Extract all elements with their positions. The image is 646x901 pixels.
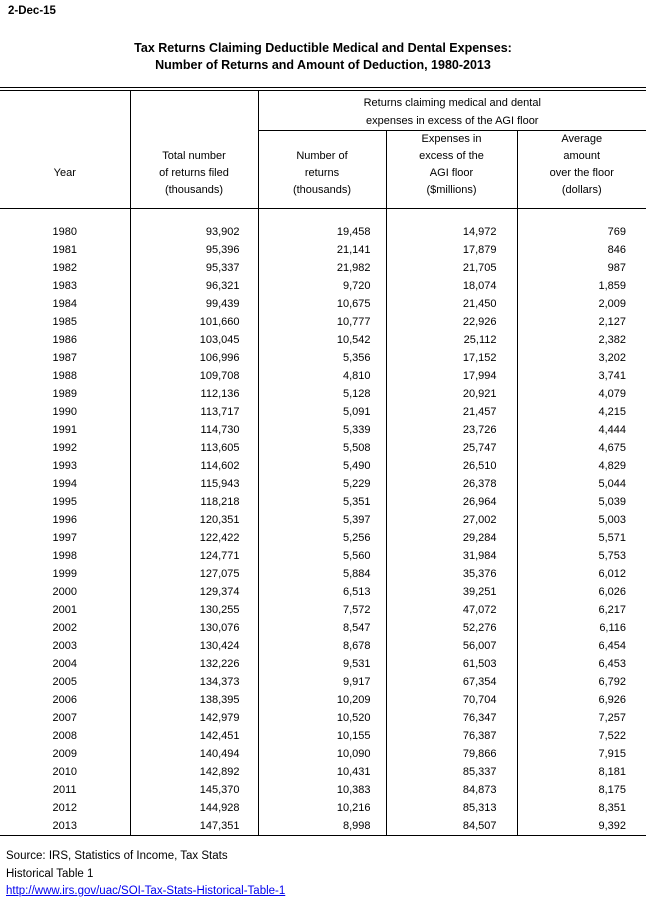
value-cell: 7,257: [517, 709, 646, 727]
year-cell: 1997: [52, 531, 77, 544]
value-cell: 10,383: [258, 781, 386, 799]
value-cell: 10,431: [258, 763, 386, 781]
header-line: Expenses in: [421, 133, 482, 145]
header-line: amount: [563, 150, 601, 162]
table-row: [0, 583, 646, 601]
header-line: (thousands): [292, 184, 352, 196]
year-cell: 2000: [52, 585, 77, 598]
value-cell: 103,045: [130, 331, 258, 349]
value-cell: 8,998: [258, 817, 386, 836]
value-cell: 5,039: [517, 493, 646, 511]
year-cell: 2002: [52, 621, 77, 634]
header-line: Year: [53, 167, 76, 179]
table-row: [0, 493, 646, 511]
source-link[interactable]: http://www.irs.gov/uac/SOI-Tax-Stats-Historical-Table-1: [6, 885, 286, 897]
year-cell: 2010: [52, 765, 77, 778]
year-cell: 1987: [52, 351, 77, 364]
value-cell: 142,979: [130, 709, 258, 727]
value-cell: 5,044: [517, 475, 646, 493]
value-cell: 2,382: [517, 331, 646, 349]
table-row: [0, 223, 646, 241]
year-cell: 1986: [52, 333, 77, 346]
value-cell: 127,075: [130, 565, 258, 583]
title-line-2: Number of Returns and Amount of Deduction, 1980-2013: [155, 58, 491, 72]
value-cell: 5,229: [258, 475, 386, 493]
table-row: [0, 565, 646, 583]
value-cell: 95,337: [130, 259, 258, 277]
table-row: [0, 655, 646, 673]
value-cell: 5,560: [258, 547, 386, 565]
value-cell: 1,859: [517, 277, 646, 295]
table-row: [0, 763, 646, 781]
table-row: [0, 349, 646, 367]
value-cell: 26,964: [386, 493, 517, 511]
value-cell: 147,351: [130, 817, 258, 836]
page-title: [0, 40, 646, 74]
column-header-number-of-returns: [258, 131, 386, 209]
value-cell: 79,866: [386, 745, 517, 763]
value-cell: 5,753: [517, 547, 646, 565]
value-cell: 8,351: [517, 799, 646, 817]
table-row: [0, 277, 646, 295]
value-cell: 9,720: [258, 277, 386, 295]
table-header: [0, 89, 646, 209]
year-cell: 2011: [52, 783, 77, 796]
value-cell: 4,829: [517, 457, 646, 475]
column-header-total-returns-filed: [130, 89, 258, 209]
value-cell: 25,747: [386, 439, 517, 457]
value-cell: 7,915: [517, 745, 646, 763]
year-cell: 1990: [52, 405, 77, 418]
medical-dental-expenses-table: [0, 87, 646, 836]
table-row: [0, 295, 646, 313]
table-body: [0, 209, 646, 836]
spacer-cell: [386, 209, 517, 223]
spacer-cell: [517, 209, 646, 223]
value-cell: 39,251: [386, 583, 517, 601]
year-cell: 2004: [52, 657, 77, 670]
value-cell: 144,928: [130, 799, 258, 817]
year-cell: 2012: [52, 801, 77, 814]
year-cell: 2003: [52, 639, 77, 652]
year-cell: 1984: [52, 297, 77, 310]
value-cell: 56,007: [386, 637, 517, 655]
table-row: [0, 385, 646, 403]
value-cell: 26,510: [386, 457, 517, 475]
value-cell: 4,079: [517, 385, 646, 403]
table-row: [0, 331, 646, 349]
value-cell: 18,074: [386, 277, 517, 295]
year-cell: 1994: [52, 477, 77, 490]
value-cell: 5,351: [258, 493, 386, 511]
year-cell: 1989: [52, 387, 77, 400]
column-header-expenses-in-excess: [386, 131, 517, 209]
value-cell: 26,378: [386, 475, 517, 493]
table-row: [0, 637, 646, 655]
year-cell: 2001: [52, 603, 77, 616]
value-cell: 132,226: [130, 655, 258, 673]
table-row: [0, 367, 646, 385]
value-cell: 134,373: [130, 673, 258, 691]
table-row: [0, 601, 646, 619]
value-cell: 25,112: [386, 331, 517, 349]
value-cell: 10,777: [258, 313, 386, 331]
year-cell: 1996: [52, 513, 77, 526]
value-cell: 96,321: [130, 277, 258, 295]
value-cell: 4,810: [258, 367, 386, 385]
value-cell: 6,926: [517, 691, 646, 709]
value-cell: 21,457: [386, 403, 517, 421]
value-cell: 9,917: [258, 673, 386, 691]
value-cell: 67,354: [386, 673, 517, 691]
value-cell: 5,397: [258, 511, 386, 529]
value-cell: 7,572: [258, 601, 386, 619]
table-row: [0, 259, 646, 277]
header-line: expenses in excess of the AGI floor: [366, 115, 539, 127]
header-line: Total number: [162, 150, 226, 162]
value-cell: 85,313: [386, 799, 517, 817]
table-row: [0, 511, 646, 529]
table-row: [0, 421, 646, 439]
year-cell: 1983: [52, 279, 77, 292]
value-cell: 112,136: [130, 385, 258, 403]
spacer-row: [0, 209, 646, 223]
value-cell: 5,508: [258, 439, 386, 457]
value-cell: 10,520: [258, 709, 386, 727]
value-cell: 2,127: [517, 313, 646, 331]
value-cell: 70,704: [386, 691, 517, 709]
column-group-header-returns-claiming: [258, 89, 646, 131]
value-cell: 31,984: [386, 547, 517, 565]
table-reference: Historical Table 1: [6, 867, 94, 880]
table-row: [0, 547, 646, 565]
value-cell: 14,972: [386, 223, 517, 241]
value-cell: 6,012: [517, 565, 646, 583]
value-cell: 21,705: [386, 259, 517, 277]
value-cell: 9,531: [258, 655, 386, 673]
value-cell: 27,002: [386, 511, 517, 529]
value-cell: 6,026: [517, 583, 646, 601]
year-cell: 2009: [52, 747, 77, 760]
value-cell: 3,741: [517, 367, 646, 385]
table-row: [0, 727, 646, 745]
value-cell: 6,454: [517, 637, 646, 655]
year-cell: 1985: [52, 315, 77, 328]
table-row: [0, 781, 646, 799]
value-cell: 5,356: [258, 349, 386, 367]
value-cell: 5,571: [517, 529, 646, 547]
value-cell: 21,982: [258, 259, 386, 277]
value-cell: 124,771: [130, 547, 258, 565]
title-line-1: Tax Returns Claiming Deductible Medical and Dental Expenses:: [134, 41, 512, 55]
value-cell: 142,451: [130, 727, 258, 745]
value-cell: 5,003: [517, 511, 646, 529]
value-cell: 115,943: [130, 475, 258, 493]
year-cell: 2013: [52, 819, 77, 832]
value-cell: 61,503: [386, 655, 517, 673]
date-label: 2-Dec-15: [8, 5, 56, 17]
value-cell: 114,602: [130, 457, 258, 475]
value-cell: 52,276: [386, 619, 517, 637]
header-line: Returns claiming medical and dental: [363, 97, 541, 109]
table-row: [0, 457, 646, 475]
value-cell: 5,490: [258, 457, 386, 475]
value-cell: 5,128: [258, 385, 386, 403]
header-line: excess of the: [419, 150, 484, 162]
value-cell: 5,091: [258, 403, 386, 421]
year-cell: 1993: [52, 459, 77, 472]
header-line: over the floor: [549, 167, 614, 179]
value-cell: 109,708: [130, 367, 258, 385]
value-cell: 114,730: [130, 421, 258, 439]
header-line: AGI floor: [429, 167, 474, 179]
value-cell: 17,152: [386, 349, 517, 367]
year-cell: 1998: [52, 549, 77, 562]
value-cell: 8,678: [258, 637, 386, 655]
value-cell: 35,376: [386, 565, 517, 583]
value-cell: 10,209: [258, 691, 386, 709]
value-cell: 4,215: [517, 403, 646, 421]
value-cell: 4,675: [517, 439, 646, 457]
table-row: [0, 673, 646, 691]
header-line: (dollars): [561, 184, 602, 196]
value-cell: 20,921: [386, 385, 517, 403]
table-row: [0, 709, 646, 727]
header-line: Number of: [296, 150, 348, 162]
value-cell: 130,424: [130, 637, 258, 655]
value-cell: 3,202: [517, 349, 646, 367]
year-cell: 2007: [52, 711, 77, 724]
value-cell: 10,155: [258, 727, 386, 745]
value-cell: 5,256: [258, 529, 386, 547]
table-row: [0, 439, 646, 457]
table-row: [0, 313, 646, 331]
value-cell: 76,347: [386, 709, 517, 727]
value-cell: 10,090: [258, 745, 386, 763]
value-cell: 9,392: [517, 817, 646, 836]
year-cell: 1988: [52, 369, 77, 382]
header-line: Average: [561, 133, 603, 145]
year-cell: 2006: [52, 693, 77, 706]
value-cell: 846: [517, 241, 646, 259]
value-cell: 122,422: [130, 529, 258, 547]
year-cell: 1995: [52, 495, 77, 508]
value-cell: 6,513: [258, 583, 386, 601]
value-cell: 142,892: [130, 763, 258, 781]
value-cell: 22,926: [386, 313, 517, 331]
value-cell: 113,717: [130, 403, 258, 421]
year-cell: 2008: [52, 729, 77, 742]
value-cell: 8,547: [258, 619, 386, 637]
value-cell: 84,873: [386, 781, 517, 799]
value-cell: 17,994: [386, 367, 517, 385]
value-cell: 101,660: [130, 313, 258, 331]
value-cell: 6,217: [517, 601, 646, 619]
value-cell: 4,444: [517, 421, 646, 439]
value-cell: 130,076: [130, 619, 258, 637]
value-cell: 106,996: [130, 349, 258, 367]
value-cell: 118,218: [130, 493, 258, 511]
value-cell: 6,453: [517, 655, 646, 673]
value-cell: 113,605: [130, 439, 258, 457]
year-cell: 1991: [52, 423, 77, 436]
value-cell: 29,284: [386, 529, 517, 547]
value-cell: 84,507: [386, 817, 517, 836]
value-cell: 10,216: [258, 799, 386, 817]
value-cell: 95,396: [130, 241, 258, 259]
value-cell: 17,879: [386, 241, 517, 259]
spacer-cell: [130, 209, 258, 223]
year-cell: 1980: [52, 225, 77, 238]
value-cell: 23,726: [386, 421, 517, 439]
table-row: [0, 241, 646, 259]
value-cell: 138,395: [130, 691, 258, 709]
value-cell: 85,337: [386, 763, 517, 781]
table-row: [0, 403, 646, 421]
value-cell: 6,792: [517, 673, 646, 691]
year-cell: 1981: [52, 243, 77, 256]
value-cell: 5,339: [258, 421, 386, 439]
value-cell: 21,141: [258, 241, 386, 259]
table-row: [0, 799, 646, 817]
table-row: [0, 529, 646, 547]
value-cell: 8,181: [517, 763, 646, 781]
value-cell: 21,450: [386, 295, 517, 313]
value-cell: 987: [517, 259, 646, 277]
value-cell: 140,494: [130, 745, 258, 763]
table-row: [0, 475, 646, 493]
value-cell: 130,255: [130, 601, 258, 619]
value-cell: 769: [517, 223, 646, 241]
table-row: [0, 619, 646, 637]
column-header-year: [0, 89, 130, 209]
year-cell: 2005: [52, 675, 77, 688]
header-line: ($millions): [426, 184, 477, 196]
year-cell: 1982: [52, 261, 77, 274]
group-header-row: [0, 89, 646, 131]
value-cell: 99,439: [130, 295, 258, 313]
value-cell: 5,884: [258, 565, 386, 583]
value-cell: 145,370: [130, 781, 258, 799]
spacer-cell: [258, 209, 386, 223]
spacer-cell: [0, 209, 130, 223]
value-cell: 129,374: [130, 583, 258, 601]
source-note: Source: IRS, Statistics of Income, Tax Stats: [6, 850, 228, 862]
table-row: [0, 817, 646, 836]
value-cell: 7,522: [517, 727, 646, 745]
value-cell: 8,175: [517, 781, 646, 799]
value-cell: 47,072: [386, 601, 517, 619]
header-line: returns: [304, 167, 340, 179]
table-row: [0, 691, 646, 709]
header-line: of returns filed: [159, 167, 229, 179]
value-cell: 76,387: [386, 727, 517, 745]
value-cell: 10,542: [258, 331, 386, 349]
value-cell: 19,458: [258, 223, 386, 241]
footer: [6, 848, 285, 901]
value-cell: 10,675: [258, 295, 386, 313]
table-row: [0, 745, 646, 763]
value-cell: 120,351: [130, 511, 258, 529]
year-cell: 1992: [52, 441, 77, 454]
year-cell: 1999: [52, 567, 77, 580]
header-line: (thousands): [164, 184, 224, 196]
value-cell: 93,902: [130, 223, 258, 241]
column-header-average-amount: [517, 131, 646, 209]
value-cell: 2,009: [517, 295, 646, 313]
value-cell: 6,116: [517, 619, 646, 637]
